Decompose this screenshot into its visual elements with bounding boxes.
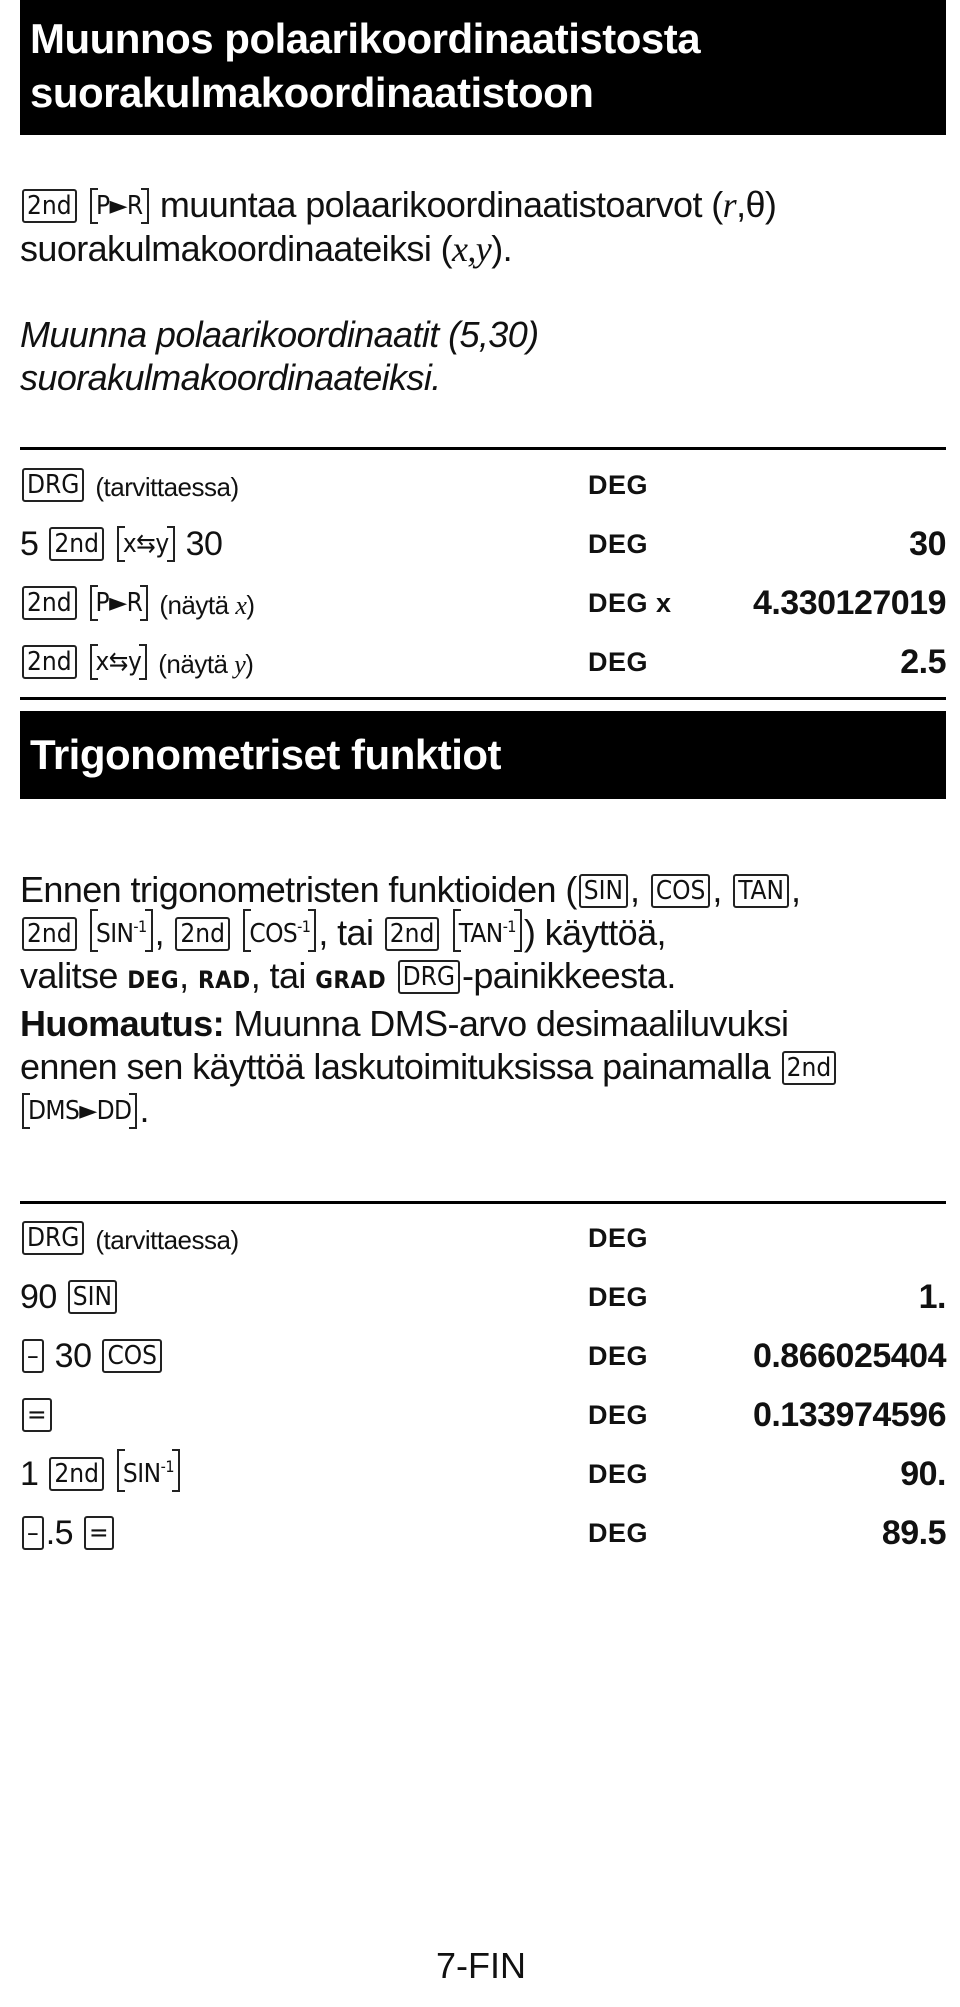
row-mid: 30 [54, 1337, 92, 1375]
key-cos-inverse [243, 912, 316, 949]
row-note: (näytä [158, 649, 235, 679]
comma: , [630, 869, 640, 910]
mode-indicator: DEG [588, 1282, 649, 1312]
desc-text: Ennen trigonometristen funktioiden ( [20, 869, 577, 910]
key-minus: – [22, 1339, 44, 1373]
var-x: x [235, 591, 247, 620]
key-equals: = [22, 1398, 52, 1432]
table-top-rule [20, 447, 946, 450]
comma: , [179, 955, 189, 996]
keystroke-row [20, 1511, 946, 1555]
table-top-rule [20, 1201, 946, 1204]
row-note-end: ) [246, 590, 255, 620]
manual-page [16, 0, 946, 2007]
section-title-trig [20, 711, 946, 799]
key-cos: COS [651, 874, 711, 908]
page-number: 7-FIN [436, 1945, 526, 1986]
mode-indicator: DEG [588, 647, 649, 677]
key-2nd: 2nd [49, 1457, 104, 1491]
row-prefix: 5 [20, 525, 39, 563]
mode-deg: DEG [127, 966, 180, 994]
key-x-swap-y: x⇆y [90, 647, 148, 677]
row-note-end: ) [245, 649, 254, 679]
key-x-swap-y: x⇆y [117, 529, 175, 559]
section-title-polar-to-rect [20, 0, 946, 135]
inverse-sup: -1 [297, 917, 311, 936]
section2-description [20, 868, 946, 1131]
keystroke-row [20, 522, 946, 566]
display-result: 90. [900, 1455, 946, 1493]
mode-indicator: DEG [588, 1341, 649, 1371]
key-sin-inverse-label: SIN [122, 1459, 161, 1489]
mode-indicator: DEG x [588, 588, 672, 618]
key-p-to-r: P►R [90, 191, 149, 221]
key-cos: COS [102, 1339, 162, 1373]
note-label: Huomautus: [20, 1003, 224, 1044]
text-tai: , tai [250, 955, 316, 996]
mode-rad: RAD [197, 966, 251, 994]
desc-text-1: muuntaa polaarikoordinaatistoarvot ( [159, 184, 723, 225]
display-result: 0.866025404 [752, 1337, 946, 1375]
text-painikkeesta: -painikkeesta. [462, 955, 676, 996]
key-2nd: 2nd [385, 917, 440, 951]
note-text-2: ennen sen käyttöä laskutoimituksissa painamalla [20, 1046, 780, 1087]
key-sin-inverse-label: SIN [95, 919, 134, 949]
row-note: (näytä [159, 590, 236, 620]
keystroke-row [20, 1334, 946, 1378]
example-line-1: Muunna polaarikoordinaatit (5,30) [20, 314, 539, 355]
keystroke-row [20, 640, 946, 684]
key-equals: = [84, 1516, 114, 1550]
comma: , [154, 912, 164, 953]
key-sin-inverse [90, 912, 153, 949]
inverse-sup: -1 [160, 1457, 174, 1476]
key-dms-to-dd: DMS►DD [22, 1096, 137, 1126]
display-result: 89.5 [881, 1514, 946, 1552]
inverse-sup: -1 [133, 917, 147, 936]
comma: , [712, 869, 722, 910]
display-result: 1. [918, 1278, 946, 1316]
comma: , [791, 869, 801, 910]
mode-indicator: DEG [588, 1400, 649, 1430]
key-2nd: 2nd [22, 645, 77, 679]
key-2nd: 2nd [22, 917, 77, 951]
var-xy: x,y [452, 229, 492, 269]
key-2nd: 2nd [175, 917, 230, 951]
text-valitse: valitse [20, 955, 128, 996]
row-prefix: 1 [20, 1455, 39, 1493]
section1-description [20, 183, 946, 271]
row-prefix: 90 [20, 1278, 57, 1316]
mode-indicator: DEG [588, 1518, 649, 1548]
keystroke-row [20, 463, 946, 507]
keystroke-row [20, 1452, 946, 1496]
mode-indicator: DEG [588, 1223, 649, 1253]
display-result: 2.5 [900, 643, 946, 681]
period: . [139, 1089, 149, 1130]
keystroke-row [20, 581, 946, 625]
display-result: 4.330127019 [752, 584, 946, 622]
row-suffix: 30 [185, 525, 223, 563]
mode-indicator: DEG [588, 529, 649, 559]
text-tai: , tai [318, 912, 383, 953]
var-y: y [234, 650, 246, 679]
mode-indicator: DEG [588, 470, 649, 500]
row-note: (tarvittaessa) [95, 1225, 239, 1255]
key-2nd: 2nd [782, 1051, 837, 1085]
display-result: 30 [909, 525, 946, 563]
title-line-2: suorakulmakoordinaatistoon [30, 69, 594, 116]
desc-end: ). [491, 228, 512, 269]
text-kayttoa: ) käyttöä, [523, 912, 666, 953]
row-mid: .5 [45, 1514, 74, 1552]
table-bottom-rule [20, 697, 946, 700]
row-note: (tarvittaessa) [95, 472, 239, 502]
mode-grad: GRAD [315, 966, 387, 994]
key-sin: SIN [579, 874, 628, 908]
display-result: 0.133974596 [752, 1396, 946, 1434]
key-minus: – [22, 1516, 44, 1550]
desc-theta: ,θ) [736, 184, 777, 225]
inverse-sup: -1 [502, 917, 516, 936]
key-p-to-r: P►R [90, 588, 149, 618]
key-2nd: 2nd [22, 189, 77, 223]
title-trig: Trigonometriset funktiot [30, 731, 501, 778]
key-cos-inverse-label: COS [249, 919, 298, 949]
keystroke-row [20, 1393, 946, 1437]
key-tan-inverse-label: TAN [458, 919, 503, 949]
key-tan-inverse [453, 912, 522, 949]
key-2nd: 2nd [22, 586, 77, 620]
note-text: Muunna DMS-arvo desimaaliluvuksi [224, 1003, 789, 1044]
key-drg: DRG [22, 1221, 84, 1255]
desc-text-2: suorakulmakoordinaateiksi ( [20, 228, 453, 269]
keystroke-row [20, 1275, 946, 1319]
key-2nd: 2nd [49, 527, 104, 561]
title-line-1: Muunnos polaarikoordinaatistosta [30, 15, 701, 62]
var-r: r [722, 185, 737, 225]
keystroke-row [20, 1216, 946, 1260]
example-line-2: suorakulmakoordinaateiksi. [20, 357, 441, 398]
key-sin-inverse [117, 1452, 180, 1489]
key-drg: DRG [22, 468, 84, 502]
key-drg: DRG [398, 960, 460, 994]
key-sin: SIN [68, 1280, 117, 1314]
mode-indicator: DEG [588, 1459, 649, 1489]
key-tan: TAN [733, 874, 789, 908]
section1-example [20, 313, 946, 399]
